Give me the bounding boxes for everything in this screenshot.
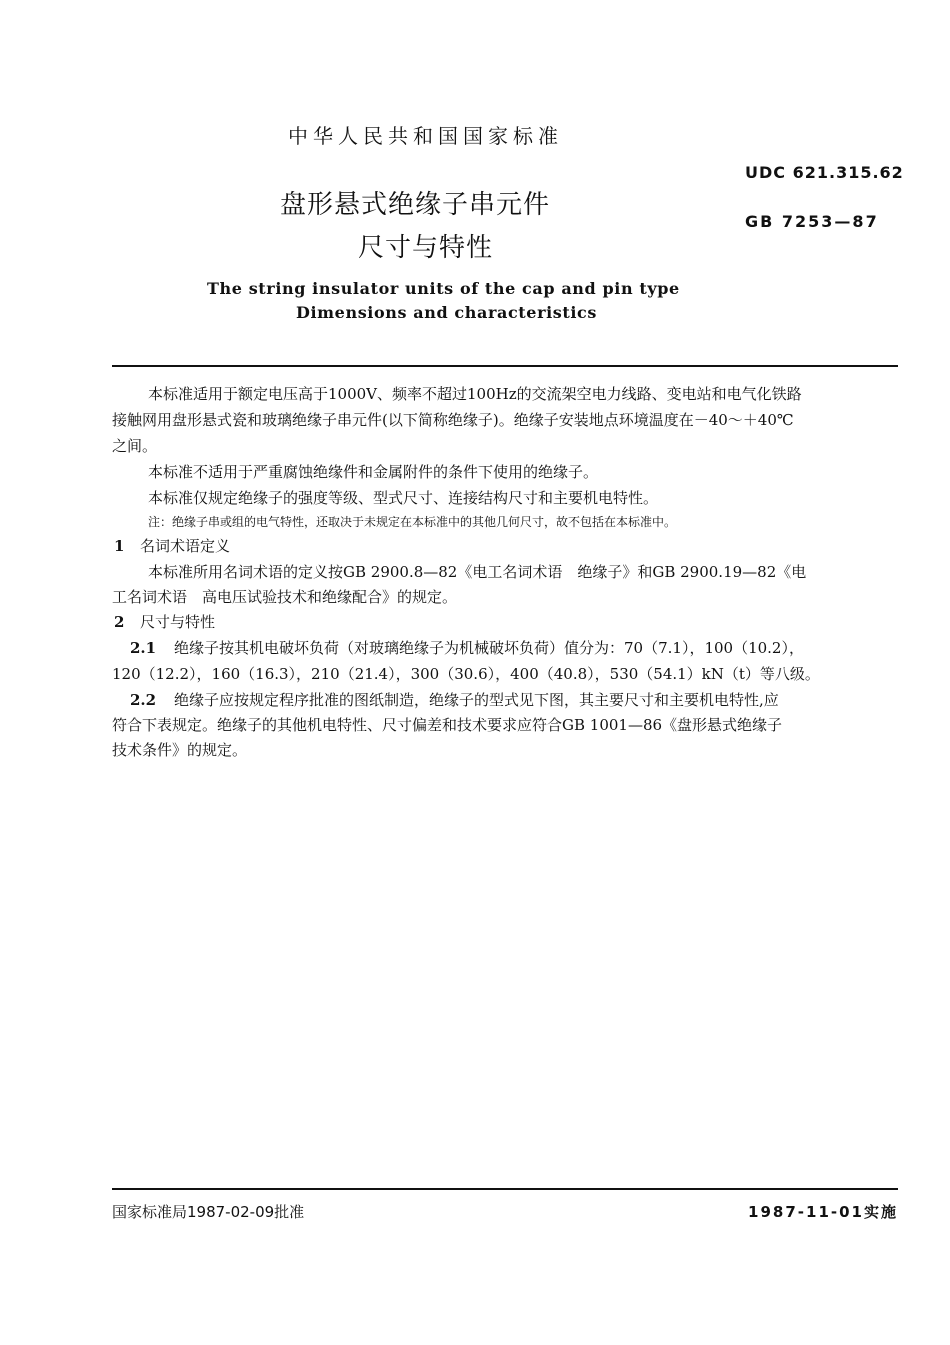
paragraph-1-line-1: 本标准适用于额定电压高于1000V、频率不超过100Hz的交流架空电力线路、变电站和电气化铁路: [148, 385, 802, 403]
title-cn-line2: 尺寸与特性: [358, 233, 494, 263]
section-2-2-number: 2.2: [130, 691, 157, 709]
section-2-2-line-2: 符合下表规定。绝缘子的其他机电特性、尺寸偏差和技术要求应符合GB 1001—86《盘形悬式绝缘子: [112, 716, 783, 734]
section-2-1-line-2: 120（12.2），160（16.3），210（21.4），300（30.6），400（40.8），530（54.1）kN（t）等八级。: [112, 665, 820, 683]
section-2-2-line-1: 绝缘子应按规定程序批准的图纸制造，绝缘子的型式见下图，其主要尺寸和主要机电特性,应: [174, 691, 779, 709]
effective-date: 1987-11-01实施: [748, 1203, 898, 1221]
section-1-line-1: 本标准所用名词术语的定义按GB 2900.8—82《电工名词术语 绝缘子》和GB 2900.19—82《电: [148, 563, 807, 581]
paragraph-1-line-2: 接触网用盘形悬式瓷和玻璃绝缘子串元件(以下简称绝缘子)。绝缘子安装地点环境温度在－40～＋40℃: [112, 411, 794, 429]
standard-type-header: 中华人民共和国国家标准: [288, 124, 563, 148]
section-2-number: 2: [114, 613, 125, 631]
title-en-line2: Dimensions and characteristics: [296, 303, 598, 322]
issue-date: 国家标准局1987-02-09批准: [112, 1203, 305, 1221]
body-content: [112, 383, 898, 763]
paragraph-2: 本标准不适用于严重腐蚀绝缘件和金属附件的条件下使用的绝缘子。: [148, 463, 599, 481]
footer-divider: [112, 1188, 898, 1190]
gb-number: GB 7253—87: [745, 212, 879, 231]
section-1-line-2: 工名词术语 高电压试验技术和绝缘配合》的规定。: [112, 588, 458, 606]
section-2-2-line-3: 技术条件》的规定。: [112, 741, 248, 759]
paragraph-1-line-3: 之间。: [112, 437, 158, 455]
note: 注：绝缘子串或组的电气特性，还取决于未规定在本标准中的其他几何尺寸，故不包括在本标准中。: [148, 515, 677, 529]
section-2-1-number: 2.1: [130, 639, 157, 657]
title-en-line1: The string insulator units of the cap and pin type: [207, 279, 680, 298]
section-2-1-line-1: 绝缘子按其机电破坏负荷（对玻璃绝缘子为机械破坏负荷）值分为：70（7.1），100（10.2），: [174, 639, 804, 657]
header-divider: [112, 365, 898, 367]
section-1-title: 名词术语定义: [140, 537, 231, 555]
paragraph-3: 本标准仅规定绝缘子的强度等级、型式尺寸、连接结构尺寸和主要机电特性。: [148, 489, 659, 507]
section-2-title: 尺寸与特性: [140, 613, 216, 631]
title-cn-line1: 盘形悬式绝缘子串元件: [280, 190, 551, 220]
section-1-number: 1: [114, 537, 125, 555]
udc-code: UDC 621.315.62: [745, 163, 904, 182]
